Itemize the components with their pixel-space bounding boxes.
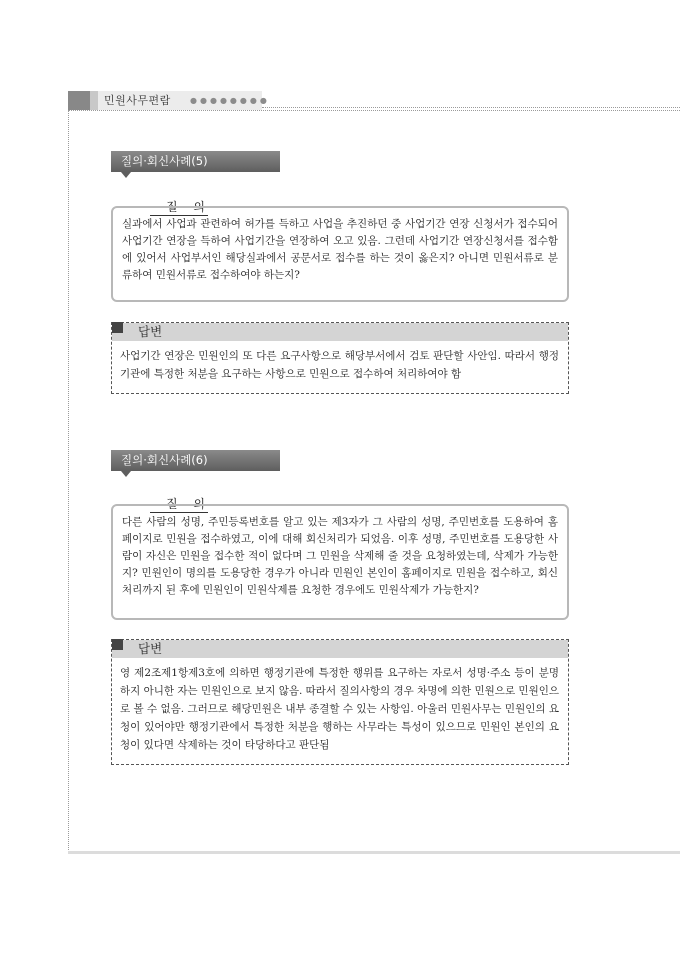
frame-top-border [262, 107, 680, 108]
answer-title: 답변 [138, 641, 163, 656]
case-label: 질의·회신사례(5) [111, 151, 280, 172]
question-text: 다른 사람의 성명, 주민등록번호를 알고 있는 제3자가 그 사람의 성명, 주민번호를 도용하여 홈페이지로 민원을 접수하였고, 이에 대해 회신처리가 되었음. 이후 성명, 주민번호를 도용당한 사람이 자신은 민원을 접수한 적이 없다며 그 민원을 삭제해 줄 것을 요청하였는데, 삭제가 가능한지? 민원인이 명의를 도용당한 경우가 아니라 민원인 본인이 홈페이지로 민원을 접수하고, 회신처리까지 된 후에 민원인이 민원삭제를 요청한 경우에도 민원삭제가 가능한지? [122, 516, 558, 596]
frame-top-border-inner [68, 110, 680, 111]
answer-title: 답변 [138, 324, 163, 339]
answer-text: 영 제2조제1항제3호에 의하면 행정기관에 특정한 행위를 요구하는 자로서 성명·주소 등이 분명하지 아니한 자는 민원인으로 보지 않음. 따라서 질의사항의 경우 차명에 의한 민원으로 민원인으로 볼 수 없음. 그러므로 해당민원은 내부 종결할 수 있는 사항임. 아울러 민원사무는 민원인의 요청이 있어야만 행정기관에서 특정한 처분을 행하는 사무라는 특성이 있으므로 민원인 본인의 요청이 있다면 삭제하는 것이 타당하다고 판단됨 [120, 667, 559, 751]
case-label: 질의·회신사례(6) [111, 450, 280, 471]
question-box [111, 206, 569, 302]
question-title: 질 의 [166, 200, 211, 214]
header-marker-light [90, 91, 98, 110]
question-title: 질 의 [166, 497, 211, 511]
header-dots: ●●●●●●●● [190, 96, 270, 105]
answer-box [111, 639, 569, 765]
frame-left-border [68, 110, 69, 852]
answer-text: 사업기간 연장은 민원인의 또 다른 요구사항으로 해당부서에서 검토 판단할 사안임. 따라서 행정기관에 특정한 처분을 요구하는 사항으로 민원으로 접수하여 처리하여야 함 [120, 350, 559, 380]
answer-box [111, 322, 569, 394]
header-title: 민원사무편람 [104, 94, 171, 107]
frame-bottom-border [68, 851, 680, 854]
question-box [111, 504, 569, 620]
header-marker-dark [68, 91, 90, 110]
answer-marker-icon [112, 322, 123, 333]
question-text: 실과에서 사업과 관련하여 허가를 득하고 사업을 추진하던 중 사업기간 연장 신청서가 접수되어 사업기간 연장을 득하여 사업기간을 연장하여 오고 있음. 그런데 사업기간 연장신청서를 접수함에 있어서 사업부서인 해당실과에서 공문서로 접수를 하는 것이 옳은지? 아니면 민원서류로 분류하여 민원서류로 접수하여야 하는지? [122, 218, 558, 281]
answer-marker-icon [112, 639, 123, 650]
answer-header [112, 640, 568, 658]
answer-header [112, 323, 568, 341]
